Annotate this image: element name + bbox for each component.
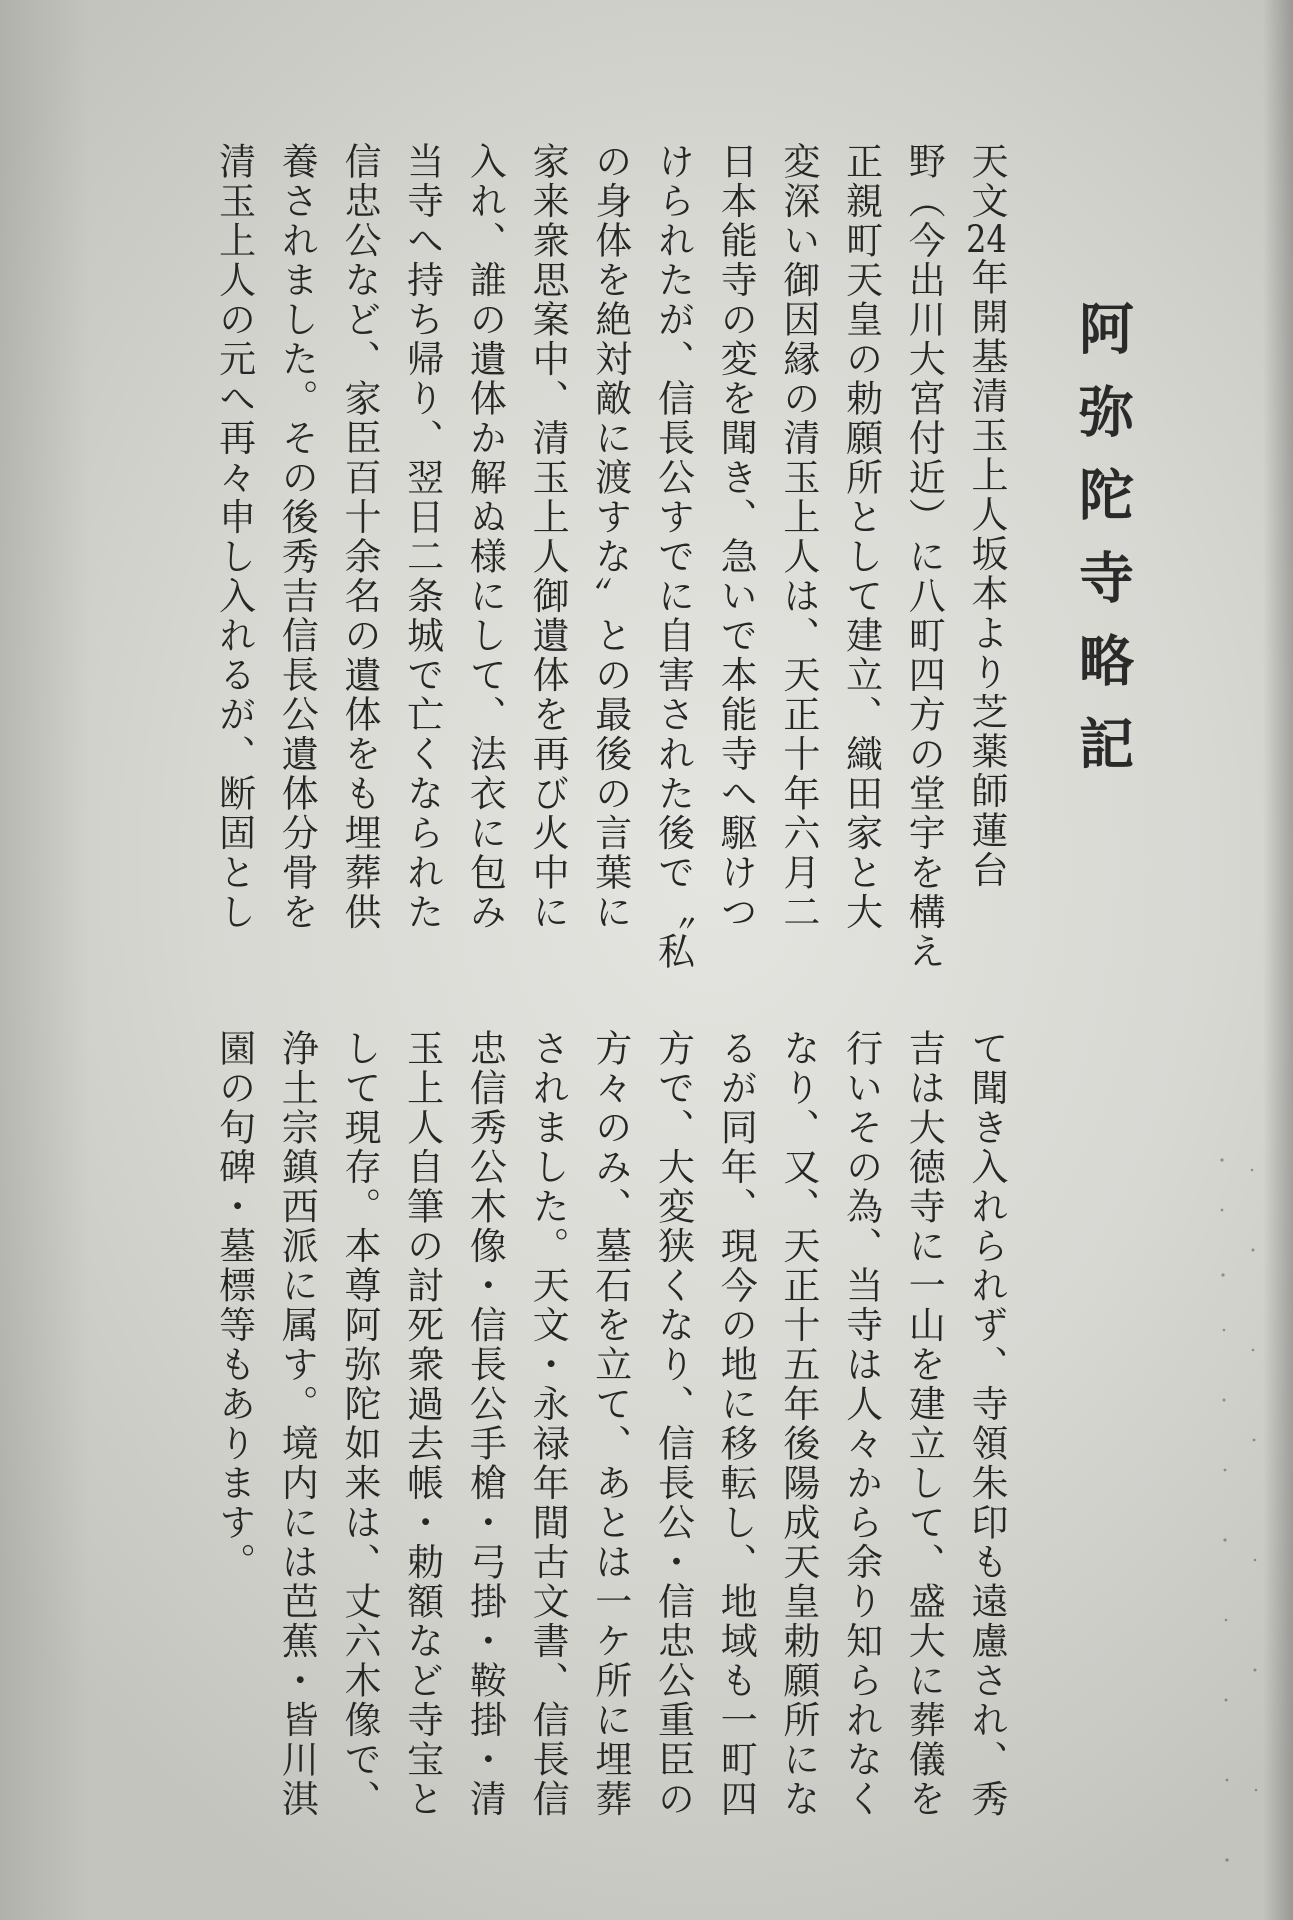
paper-speckle-marks	[1200, 1140, 1270, 1900]
text-column: されました。天文・永禄年間古文書、信長信	[526, 1029, 570, 1819]
text-column: 忠信秀公木像・信長公手槍・弓掛・鞍掛・清	[463, 1029, 507, 1819]
lower-text-block	[202, 1029, 1017, 1849]
text-column: 当寺へ持ち帰り、翌日二条城で亡くなられた	[400, 142, 444, 932]
text-column: 正親町天皇の勅願所として建立、織田家と大	[839, 142, 883, 932]
text-column: 家来衆思案中、清玉上人御遺体を再び火中に	[526, 142, 570, 932]
text-column: の身体を絶対敵に渡すな〟との最後の言葉に	[588, 142, 632, 932]
text-column: 行いその為、当寺は人々から余り知られなく	[839, 1029, 883, 1819]
text-column: 入れ、誰の遺体か解ぬ様にして、法衣に包み	[463, 142, 507, 932]
text-column: るが同年、現今の地に移転し、地域も一町四	[714, 1029, 758, 1819]
text-column: 方で、大変狭くなり、信長公・信忠公重臣の	[651, 1029, 695, 1819]
text-column: 浄土宗鎮西派に属す。境内には芭蕉・皆川淇	[275, 1029, 319, 1819]
document-title: 阿弥陀寺略記	[1070, 300, 1135, 798]
text-column: 変深い御因縁の清玉上人は、天正十年六月二	[776, 142, 820, 932]
text-column: 野（今出川大宮付近）に八町四方の堂宇を構え	[902, 142, 946, 972]
text-column: 方々のみ、墓石を立て、あとは一ケ所に埋葬	[588, 1029, 632, 1819]
text-column: 養されました。その後秀吉信長公遺体分骨を	[275, 142, 319, 932]
text-column: けられたが、信長公すでに自害された後で〝私	[651, 142, 695, 972]
text-column: 信忠公など、家臣百十余名の遺体をも埋葬供	[337, 142, 381, 932]
text-column: 吉は大徳寺に一山を建立して、盛大に葬儀を	[902, 1029, 946, 1819]
upper-text-block	[202, 142, 1017, 972]
paper-shadow-left	[0, 0, 90, 1920]
text-column: して現存。本尊阿弥陀如来は、丈六木像で、	[337, 1029, 381, 1819]
text-column: なり、又、天正十五年後陽成天皇勅願所にな	[776, 1029, 820, 1819]
upright-number: 24	[966, 221, 1007, 258]
text-column: 日本能寺の変を聞き、急いで本能寺へ駆けつ	[714, 142, 758, 932]
text-column: て聞き入れられず、寺領朱印も遠慮され、秀	[965, 1029, 1008, 1819]
text-column: 天文24年開基清玉上人坂本より芝薬師蓮台	[965, 142, 1008, 890]
text-column: 園の句碑・墓標等もあります。	[212, 1029, 256, 1582]
text-column: 玉上人自筆の討死衆過去帳・勅額など寺宝と	[400, 1029, 444, 1819]
text-column: 清玉上人の元へ再々申し入れるが、断固とし	[212, 142, 256, 932]
